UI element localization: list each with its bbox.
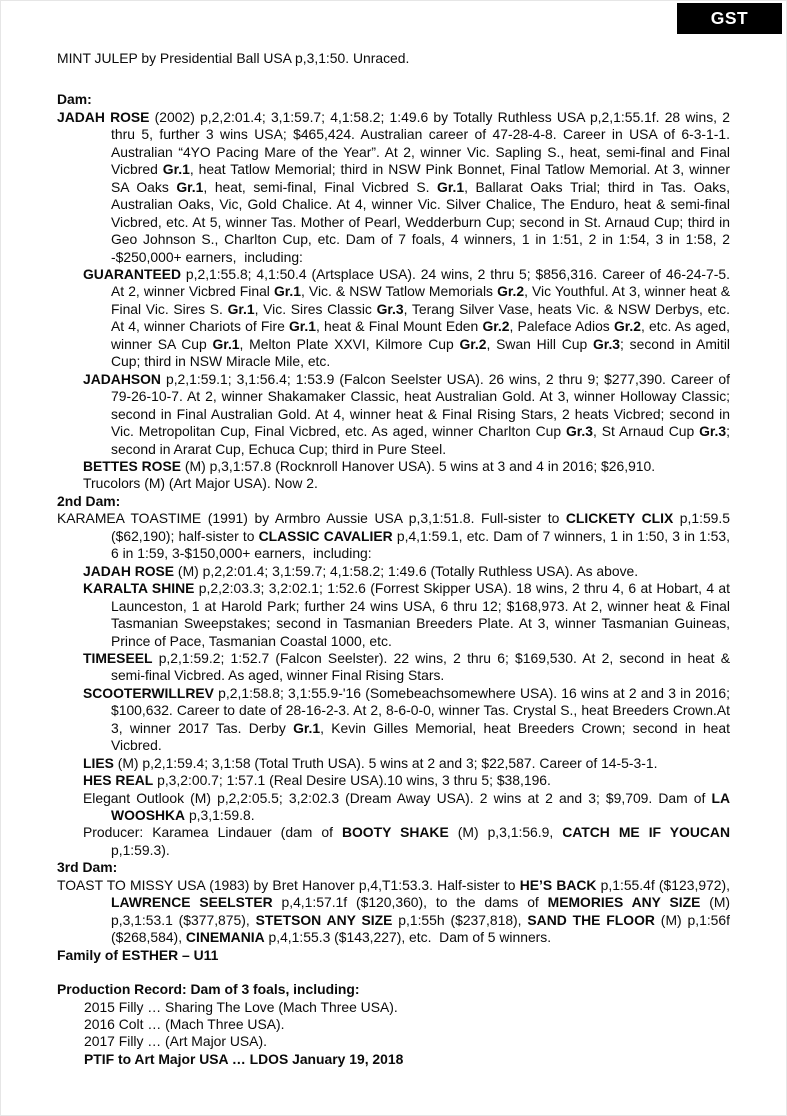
prod-2016: 2016 Colt … (Mach Three USA). (84, 1016, 285, 1033)
gst-badge (677, 3, 782, 34)
third-dam-heading: 3rd Dam: (57, 859, 118, 876)
pedigree-body (57, 50, 730, 1068)
prod-2015: 2015 Filly … Sharing The Love (Mach Three USA). (84, 998, 398, 1015)
production-record-heading: Production Record: Dam of 3 foals, including: (57, 981, 360, 998)
bettes-rose-para: BETTES ROSE (M) p,3,1:57.8 (Rocknroll Hanover USA). 5 wins at 3 and 4 in 2016; $26,910. (83, 457, 656, 474)
guaranteed-para: GUARANTEED p,2,1:55.8; 4,1:50.4 (Artsplace USA). 24 wins, 2 thru 5; $856,316. Career of 46-24-7-5. At 2, winner Vicbred Final Gr.1, Vic. & NSW Tatlow Memorials Gr.2, Vic Youthful. At 3, winner heat & Final Vic. Sires S. Gr.1, Vic. Sires Classic Gr.3, Terang Silver Vase, heats Vic. & NSW Derbys, etc. At 4, winner Chariots of Fire Gr.1, heat & Final Mount Eden Gr.2, Paleface Adios Gr.2, etc. As aged, winner SA Cup Gr.1, Melton Plate XXVI, Kilmore Cup Gr.2, Swan Hill Cup Gr.3; second in Amitil Cup; third in NSW Miracle Mile, etc. (83, 265, 731, 370)
karamea-toastime-para: KARAMEA TOASTIME (1991) by Armbro Aussie USA p,3,1:51.8. Full-sister to CLICKETY CLIX p,1:59.5 ($62,190); half-sister to CLASSIC CAVALIER p,4,1:59.1, etc. Dam of 7 winners, 1 in 1:50, 3 in 1:53, 6 in 1:59, 3-$150,000+ earners, including: (57, 510, 730, 562)
jadah-rose-2-para: JADAH ROSE (M) p,2,2:01.4; 3,1:59.7; 4,1:58.2; 1:49.6 (Totally Ruthless USA). As above. (83, 562, 639, 579)
jadahson-para: JADAHSON p,2,1:59.1; 3,1:56.4; 1:53.9 (Falcon Seelster USA). 26 wins, 2 thru 9; $277,390. Career of 79-26-10-7. At 2, winner Shakamaker Classic, heat Australian Gold. At 3, winner Holloway Classic; second in Final Australian Gold. At 4, winner heat & Final Rising Stars, 2 heats Vicbred; second in Vic. Metropolitan Cup, Final Vicbred, etc. As aged, winner Charlton Cup Gr.3, St Arnaud Cup Gr.3; second in Ararat Cup, Echuca Cup; third in Pure Steel. (83, 370, 730, 457)
timeseel-para: TIMESEEL p,2,1:59.2; 1:52.7 (Falcon Seelster). 22 wins, 2 thru 6; $169,530. At 2, second in heat & semi-final Vicbred. As aged, winner Final Rising Stars. (83, 649, 730, 684)
lies-para: LIES (M) p,2,1:59.4; 3,1:58 (Total Truth USA). 5 wins at 2 and 3; $22,587. Career of 14-5-3-1. (83, 754, 658, 771)
prod-2017: 2017 Filly … (Art Major USA). (84, 1033, 267, 1050)
mint-julep-line: MINT JULEP by Presidential Ball USA p,3,1:50. Unraced. (57, 50, 410, 66)
ptif-line: PTIF to Art Major USA … LDOS January 19, 2018 (84, 1050, 404, 1067)
gst-badge-label: GST (710, 8, 749, 28)
dam-heading: Dam: (57, 91, 92, 108)
elegant-outlook-para: Elegant Outlook (M) p,2,2:05.5; 3,2:02.3 (Dream Away USA). 2 wins at 2 and 3; $9,709. Dam of LA WOOSHKA p,3,1:59.8. (83, 789, 730, 824)
gap-before-production (57, 964, 730, 981)
second-dam-heading: 2nd Dam: (57, 492, 121, 509)
family-line: Family of ESTHER – U11 (57, 946, 219, 963)
hes-real-para: HES REAL p,3,2:00.7; 1:57.1 (Real Desire USA).10 wins, 3 thru 5; $38,196. (83, 772, 551, 789)
trucolors-para: Trucolors (M) (Art Major USA). Now 2. (83, 475, 318, 492)
producer-para: Producer: Karamea Lindauer (dam of BOOTY SHAKE (M) p,3,1:56.9, CATCH ME IF YOUCAN p,1:59.3). (83, 824, 730, 858)
scooterwillrev-para: SCOOTERWILLREV p,2,1:58.8; 3,1:55.9-'16 (Somebeachsomewhere USA). 16 wins at 2 and 3 in 2016; $100,632. Career to date of 28-16-2-3. At 2, 8-6-0-0, winner Tas. Crystal S., heat Breeders Crown.At 3, winner 2017 Tas. Derby Gr.1, Kevin Gilles Memorial, heat Breeders Crown; second in heat Vicbred. (83, 684, 730, 754)
karalta-shine-para: KARALTA SHINE p,2,2:03.3; 3,2:02.1; 1:52.6 (Forrest Skipper USA). 18 wins, 2 thru 4, 6 at Hobart, 4 at Launceston, 1 at Harold Park; further 24 wins USA, 6 thru 12; $168,973. At 2, winner heat & Final Tasmanian Sweepstakes; second in Tasmanian Breeders Plate. At 3, winner Tasmanian Guineas, Prince of Pace, Tasmanian Coastal 1000, etc. (83, 580, 731, 649)
toast-to-missy-para: TOAST TO MISSY USA (1983) by Bret Hanover p,4,T1:53.3. Half-sister to HE’S BACK p,1:55.4f ($123,972), LAWRENCE SEELSTER p,4,1:57.1f ($120,360), to the dams of MEMORIES ANY SIZE (M) p,3,1:53.1 ($377,875), STETSON ANY SIZE p,1:55h ($237,818), SAND THE FLOOR (M) p,1:56f ($268,584), CINEMANIA p,4,1:55.3 ($143,227), etc. Dam of 5 winners. (57, 876, 731, 946)
jadah-rose-para: JADAH ROSE (2002) p,2,2:01.4; 3,1:59.7; 4,1:58.2; 1:49.6 by Totally Ruthless USA p,2,1:55.1f. 28 wins, 2 thru 5, further 3 wins USA; $465,424. Australian career of 47-28-4-8. Career in USA of 6-3-1-1. Australian “4YO Pacing Mare of the Year”. At 2, winner Vic. Sapling S., heat, semi-final and Final Vicbred Gr.1, heat Tatlow Memorial; third in NSW Pink Bonnet, Final Tatlow Memorial. At 3, winner SA Oaks Gr.1, heat, semi-final, Final Vicbred S. Gr.1, Ballarat Oaks Trial; third in Tas. Oaks, Australian Oaks, Vic, Gold Chalice. At 4, winner Vic. Silver Chalice, The Enduro, heat & semi-final Vicbred, etc. At 5, winner Tas. Mother of Pearl, Wedderburn Cup; second in St. Arnaud Cup; third in Geo Johnson S., Charlton Cup, etc. Dam of 7 foals, 4 winners, 1 in 1:51, 2 in 1:54, 3 in 1:58, 2 -$250,000+ earners, including: (57, 108, 730, 265)
gap-after-header (57, 67, 730, 91)
